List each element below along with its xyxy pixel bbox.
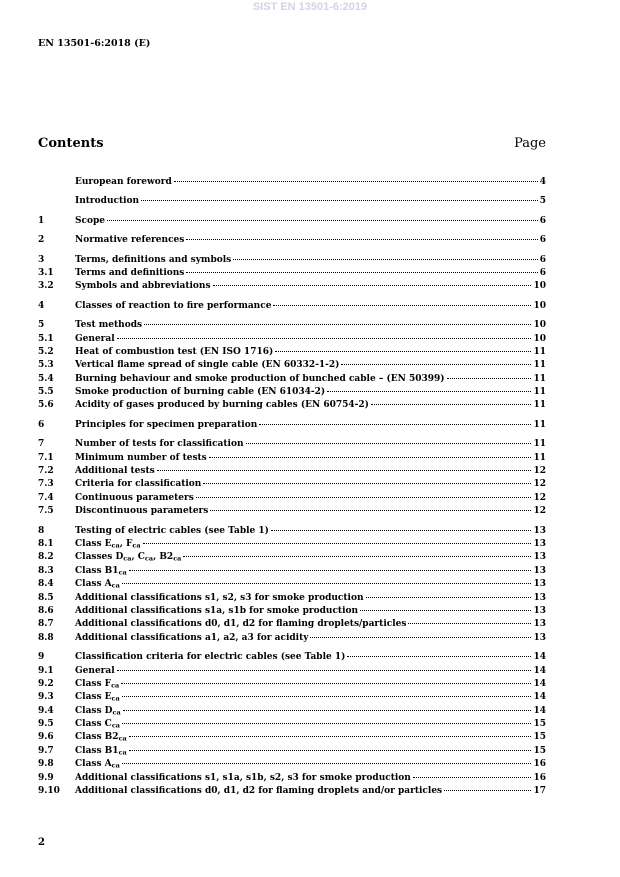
- toc-entry-title: [75, 438, 244, 451]
- toc-entry-page: 13: [533, 565, 546, 576]
- toc-dot-leader: [174, 181, 538, 182]
- page-number: 2: [38, 837, 45, 848]
- toc-entry-page: 15: [533, 732, 546, 743]
- toc-dot-leader: [122, 723, 531, 724]
- toc-entry-number: 5.6: [38, 400, 54, 411]
- toc-entry-number: 7: [38, 439, 45, 450]
- toc-entry-title-part: Class D: [75, 705, 113, 716]
- toc-entry[interactable]: [38, 745, 546, 758]
- toc-dot-leader: [129, 736, 532, 737]
- toc-entry-number: 5.5: [38, 387, 54, 398]
- toc-entry-title: [75, 267, 184, 280]
- toc-entry-title: [75, 359, 339, 372]
- toc-entry-number: 6: [38, 419, 45, 430]
- toc-entry-page: 14: [533, 692, 546, 703]
- toc-entry[interactable]: [38, 215, 546, 228]
- toc-entry-number: 7.2: [38, 466, 54, 477]
- toc-entry[interactable]: [38, 785, 546, 798]
- toc-entry-title: [75, 419, 257, 432]
- toc-dot-leader: [129, 750, 532, 751]
- toc-dot-leader: [183, 556, 531, 557]
- toc-entry-title-part: , F: [119, 538, 133, 549]
- toc-entry[interactable]: [38, 565, 546, 578]
- toc-entry-page: 13: [533, 525, 546, 536]
- toc-entry[interactable]: [38, 705, 546, 718]
- toc-entry-number: 9.5: [38, 719, 54, 730]
- toc-dot-leader: [271, 530, 532, 531]
- toc-entry-page: 13: [533, 605, 546, 616]
- toc-entry-page: 13: [533, 579, 546, 590]
- toc-entry[interactable]: [38, 478, 546, 491]
- toc-entry[interactable]: [38, 718, 546, 731]
- toc-dot-leader: [327, 391, 531, 392]
- toc-entry[interactable]: [38, 319, 546, 332]
- toc-entry-number: 8.5: [38, 592, 54, 603]
- toc-entry-title-part: Testing of electric cables (see Table 1): [75, 525, 269, 536]
- toc-entry[interactable]: [38, 578, 546, 591]
- toc-entry[interactable]: [38, 691, 546, 704]
- toc-dot-leader: [209, 457, 532, 458]
- toc-entry-subscript: ca: [111, 721, 121, 730]
- toc-entry-title: [75, 758, 120, 771]
- toc-dot-leader: [275, 351, 531, 352]
- toc-entry-title-part: Additional classifications d0, d1, d2 for flaming droplets/particles: [75, 619, 407, 630]
- toc-entry-subscript: ca: [144, 554, 154, 563]
- toc-dot-leader: [347, 656, 531, 657]
- toc-entry-title-part: Class A: [75, 759, 112, 770]
- toc-entry-title-part: Minimum number of tests: [75, 452, 207, 463]
- toc-entry-title: [75, 195, 139, 208]
- toc-entry-page: 10: [533, 300, 546, 311]
- toc-entry-number: 5: [38, 320, 45, 331]
- toc-entry-title: [75, 333, 115, 346]
- toc-entry-page: 11: [533, 400, 546, 411]
- toc-entry-page: 6: [539, 235, 546, 246]
- toc-entry-number: 2: [38, 235, 45, 246]
- toc-entry-title-part: Class B2: [75, 732, 119, 743]
- toc-entry-title: [75, 465, 155, 478]
- toc-entry-title: [75, 565, 127, 578]
- toc-entry-page: 11: [533, 419, 546, 430]
- toc-entry-title: [75, 478, 201, 491]
- toc-entry-title-part: Class E: [75, 538, 112, 549]
- toc-entry-title: [75, 772, 411, 785]
- toc-dot-leader: [210, 510, 531, 511]
- toc-entry-title-part: Additional classifications s1, s1a, s1b, s2, s3 for smoke production: [75, 772, 411, 783]
- toc-entry-page: 6: [539, 267, 546, 278]
- toc-entry-number: 7.5: [38, 506, 54, 517]
- toc-entry-number: 9.4: [38, 705, 54, 716]
- toc-entry[interactable]: [38, 419, 546, 432]
- toc-entry[interactable]: [38, 651, 546, 664]
- toc-entry-number: 9.2: [38, 678, 54, 689]
- toc-entry-title: [75, 505, 208, 518]
- toc-entry-subscript: ca: [111, 761, 120, 770]
- toc-entry-page: 17: [533, 786, 546, 797]
- toc-entry[interactable]: [38, 254, 546, 267]
- toc-entry-title-part: Additional classifications s1a, s1b for smoke production: [75, 605, 359, 616]
- toc-entry[interactable]: [38, 632, 546, 645]
- toc-entry-title-part: Burning behaviour and smoke production of bunched cable – (EN 50399): [75, 373, 445, 384]
- toc-entry-title-part: Additional classifications a1, a2, a3 for acidity: [75, 632, 309, 643]
- toc-dot-leader: [447, 378, 532, 379]
- toc-entry-page: 13: [533, 538, 546, 549]
- toc-entry-page: 12: [533, 506, 546, 517]
- toc-entry-number: 9.9: [38, 772, 54, 783]
- toc-entry[interactable]: [38, 346, 546, 359]
- toc-entry-title-part: , B2: [153, 552, 174, 563]
- toc-dot-leader: [141, 200, 538, 201]
- toc-entry-title-part: Classification criteria for electric cables (see Table 1): [75, 652, 346, 663]
- toc-entry-title-part: Class C: [75, 719, 112, 730]
- toc-entry-title: [75, 745, 127, 758]
- toc-entry-subscript: ca: [111, 541, 120, 550]
- toc-entry-title-part: Scope: [75, 215, 106, 226]
- toc-entry-title: [75, 618, 406, 631]
- toc-entry-subscript: ca: [173, 554, 182, 563]
- toc-dot-leader: [203, 483, 531, 484]
- toc-entry-page: 13: [533, 552, 546, 563]
- toc-entry-number: 5.3: [38, 360, 54, 371]
- toc-entry-title: [75, 254, 231, 267]
- toc-entry-page: 6: [539, 215, 546, 226]
- toc-entry-number: 3: [38, 254, 45, 265]
- toc-entry-number: 5.1: [38, 333, 54, 344]
- toc-entry-number: 8.4: [38, 579, 54, 590]
- toc-dot-leader: [371, 404, 532, 405]
- toc-entry-page: 15: [533, 745, 546, 756]
- toc-entry-number: 8.1: [38, 538, 54, 549]
- toc-entry-title-part: Criteria for classification: [75, 479, 202, 490]
- toc-entry-title-part: Introduction: [75, 196, 140, 207]
- toc-dot-leader: [233, 259, 537, 260]
- toc-entry-title: [75, 538, 141, 551]
- toc-entry-number: 8.7: [38, 619, 54, 630]
- toc-entry[interactable]: [38, 665, 546, 678]
- toc-dot-leader: [122, 763, 532, 764]
- toc-entry-title-part: Continuous parameters: [75, 492, 194, 503]
- toc-entry-title: [75, 373, 445, 386]
- toc-entry[interactable]: [38, 618, 546, 631]
- toc-entry-title: [75, 651, 345, 664]
- toc-entry-title-part: , C: [131, 552, 145, 563]
- toc-dot-leader: [408, 623, 531, 624]
- page-column-label: Page: [514, 136, 546, 151]
- toc-entry-number: 5.4: [38, 373, 54, 384]
- toc-entry-number: 3.1: [38, 267, 54, 278]
- toc-dot-leader: [310, 637, 531, 638]
- toc-dot-leader: [196, 497, 532, 498]
- toc-entry-title: [75, 215, 105, 228]
- toc-dot-leader: [341, 364, 531, 365]
- toc-dot-leader: [122, 696, 532, 697]
- toc-entry[interactable]: [38, 772, 546, 785]
- toc-entry-title: [75, 280, 211, 293]
- toc-entry-page: 13: [533, 632, 546, 643]
- toc-entry-title-part: Additional classifications d0, d1, d2 for flaming droplets and/or particles: [75, 786, 443, 797]
- toc-entry[interactable]: [38, 373, 546, 386]
- toc-dot-leader: [157, 470, 532, 471]
- toc-entry-title: [75, 592, 364, 605]
- toc-entry-title: [75, 492, 194, 505]
- toc-entry-number: 9.8: [38, 759, 54, 770]
- toc-entry-number: 9.3: [38, 692, 54, 703]
- toc-entry[interactable]: [38, 452, 546, 465]
- toc-entry-page: 11: [533, 387, 546, 398]
- toc-entry-title: [75, 346, 273, 359]
- toc-dot-leader: [143, 543, 532, 544]
- toc-entry[interactable]: [38, 176, 546, 189]
- toc-entry[interactable]: [38, 525, 546, 538]
- toc-entry-subscript: ca: [118, 748, 127, 757]
- toc-entry-number: 3.2: [38, 281, 54, 292]
- toc-entry[interactable]: [38, 551, 546, 564]
- toc-dot-leader: [129, 570, 532, 571]
- toc-entry-page: 13: [533, 592, 546, 603]
- toc-entry-subscript: ca: [112, 708, 121, 717]
- toc-entry-title-part: Test methods: [75, 320, 143, 331]
- toc-entry-number: 8.6: [38, 605, 54, 616]
- toc-entry-title: [75, 234, 184, 247]
- toc-dot-leader: [123, 710, 532, 711]
- toc-entry-page: 11: [533, 452, 546, 463]
- toc-entry-title-part: Additional classifications s1, s2, s3 for smoke production: [75, 592, 364, 603]
- toc-entry-number: 8.3: [38, 565, 54, 576]
- toc-entry[interactable]: [38, 359, 546, 372]
- toc-entry-number: 7.4: [38, 492, 54, 503]
- toc-entry-subscript: ca: [118, 568, 127, 577]
- toc-entry-title: [75, 691, 120, 704]
- toc-entry[interactable]: [38, 505, 546, 518]
- toc-entry[interactable]: [38, 399, 546, 412]
- toc-entry[interactable]: [38, 758, 546, 771]
- toc-entry-title-part: General: [75, 665, 115, 676]
- toc-entry-page: 10: [533, 281, 546, 292]
- toc-entry[interactable]: [38, 538, 546, 551]
- toc-dot-leader: [360, 610, 531, 611]
- toc-dot-leader: [246, 443, 532, 444]
- toc-entry-page: 10: [533, 333, 546, 344]
- watermark-text: SIST EN 13501-6:2019: [252, 1, 368, 13]
- toc-dot-leader: [186, 272, 537, 273]
- toc-dot-leader: [117, 670, 532, 671]
- toc-entry-title-part: Class E: [75, 692, 112, 703]
- toc-entry-page: 11: [533, 346, 546, 357]
- toc-entry-title: [75, 300, 271, 313]
- toc-entry-page: 12: [533, 466, 546, 477]
- toc-dot-leader: [366, 597, 532, 598]
- toc-entry-title-part: Additional tests: [75, 466, 155, 477]
- toc-entry-number: 9.7: [38, 745, 54, 756]
- toc-entry-title: [75, 578, 120, 591]
- toc-dot-leader: [444, 790, 531, 791]
- toc-entry-page: 4: [539, 177, 546, 187]
- toc-entry-number: 8.8: [38, 632, 54, 643]
- toc-entry-title-part: Class F: [75, 678, 112, 689]
- toc-entry[interactable]: [38, 300, 546, 313]
- toc-entry-title: [75, 525, 269, 538]
- toc-entry[interactable]: [38, 465, 546, 478]
- toc-entry-number: 9.1: [38, 665, 54, 676]
- toc-entry-title-part: Heat of combustion test (EN ISO 1716): [75, 346, 274, 357]
- toc-entry-number: 9.10: [38, 786, 60, 797]
- toc-entry-title-part: Number of tests for classification: [75, 439, 244, 450]
- toc-entry-number: 1: [38, 215, 45, 226]
- toc-entry[interactable]: [38, 333, 546, 346]
- toc-entry-title: [75, 632, 308, 645]
- toc-dot-leader: [413, 777, 532, 778]
- toc-entry-page: 14: [533, 678, 546, 689]
- toc-entry-title: [75, 399, 369, 412]
- toc-entry-title-part: Class B1: [75, 565, 119, 576]
- toc-entry-page: 6: [539, 254, 546, 265]
- toc-entry-subscript: ca: [118, 734, 127, 743]
- toc-entry-title-part: Terms, definitions and symbols: [75, 254, 232, 265]
- toc-entry[interactable]: [38, 492, 546, 505]
- toc-dot-leader: [121, 683, 531, 684]
- toc-entry-title-part: Classes D: [75, 552, 124, 563]
- toc-entry[interactable]: [38, 592, 546, 605]
- toc-entry-subscript: ca: [132, 541, 141, 550]
- toc-entry[interactable]: [38, 438, 546, 451]
- toc-entry[interactable]: [38, 678, 546, 691]
- toc-entry-page: 5: [539, 196, 546, 207]
- toc-entry-title: [75, 705, 121, 718]
- toc-entry-title-part: Normative references: [75, 235, 185, 246]
- toc-entry-title-part: Vertical flame spread of single cable (EN 60332-1-2): [75, 360, 340, 371]
- toc-entry-page: 12: [533, 492, 546, 503]
- toc-entry-title-part: Principles for specimen preparation: [75, 419, 258, 430]
- toc-dot-leader: [122, 583, 532, 584]
- toc-entry-number: 7.3: [38, 479, 54, 490]
- toc-entry-title-part: Discontinuous parameters: [75, 506, 209, 517]
- toc-dot-leader: [259, 424, 531, 425]
- toc-entry-title-part: Acidity of gases produced by burning cables (EN 60754-2): [75, 400, 369, 411]
- toc-entry-subscript: ca: [123, 554, 132, 563]
- toc-entry-title-part: Smoke production of burning cable (EN 61034-2): [75, 387, 326, 398]
- toc-entry-page: 11: [533, 439, 546, 450]
- toc-entry-title-part: European foreword: [75, 177, 172, 187]
- document-id: EN 13501-6:2018 (E): [38, 38, 151, 49]
- toc-entry-subscript: ca: [111, 694, 120, 703]
- toc-entry-subscript: ca: [111, 681, 120, 690]
- toc-entry-number: 7.1: [38, 452, 54, 463]
- toc-entry-title: [75, 319, 142, 332]
- toc-entry-page: 11: [533, 360, 546, 371]
- toc-entry[interactable]: [38, 280, 546, 293]
- toc-entry-title-part: General: [75, 333, 115, 344]
- toc-entry-page: 14: [533, 665, 546, 676]
- toc-entry-page: 14: [533, 652, 546, 663]
- toc-entry-title: [75, 665, 115, 678]
- toc-entry-title: [75, 718, 120, 731]
- toc-entry-number: 4: [38, 300, 45, 311]
- toc-entry-number: 8: [38, 525, 45, 536]
- contents-title: Contents: [38, 136, 104, 151]
- toc-entry-title: [75, 551, 181, 564]
- toc-dot-leader: [186, 239, 537, 240]
- toc-entry-title: [75, 785, 442, 798]
- toc-dot-leader: [144, 324, 531, 325]
- toc-entry-title-part: Classes of reaction to fire performance: [75, 300, 272, 311]
- toc-entry-title-part: Terms and definitions: [75, 267, 185, 278]
- toc-entry-page: 10: [533, 320, 546, 331]
- toc-entry-page: 16: [533, 772, 546, 783]
- toc-entry[interactable]: [38, 267, 546, 280]
- toc-entry-title: [75, 176, 172, 189]
- toc-entry-number: 9.6: [38, 732, 54, 743]
- table-of-contents: [38, 176, 546, 798]
- toc-entry-subscript: ca: [111, 581, 120, 590]
- toc-entry-page: 14: [533, 705, 546, 716]
- toc-entry-title-part: Symbols and abbreviations: [75, 281, 211, 292]
- toc-entry[interactable]: [38, 605, 546, 618]
- toc-dot-leader: [117, 338, 532, 339]
- toc-entry-page: 12: [533, 479, 546, 490]
- toc-entry-page: 16: [533, 759, 546, 770]
- toc-dot-leader: [273, 305, 531, 306]
- toc-entry[interactable]: [38, 234, 546, 247]
- toc-entry[interactable]: [38, 386, 546, 399]
- toc-entry-title-part: Class B1: [75, 745, 119, 756]
- toc-entry-title-part: Class A: [75, 579, 112, 590]
- toc-entry-title: [75, 678, 119, 691]
- toc-entry-page: 11: [533, 373, 546, 384]
- toc-entry-number: 9: [38, 652, 45, 663]
- toc-entry-title: [75, 386, 325, 399]
- toc-entry-number: 8.2: [38, 552, 54, 563]
- toc-entry-title: [75, 731, 127, 744]
- toc-entry-page: 13: [533, 619, 546, 630]
- toc-entry[interactable]: [38, 731, 546, 744]
- toc-entry-title: [75, 605, 358, 618]
- toc-entry-title: [75, 452, 207, 465]
- toc-entry-page: 15: [533, 719, 546, 730]
- toc-entry[interactable]: [38, 195, 546, 208]
- toc-dot-leader: [213, 285, 532, 286]
- toc-dot-leader: [107, 220, 538, 221]
- toc-entry-number: 5.2: [38, 346, 54, 357]
